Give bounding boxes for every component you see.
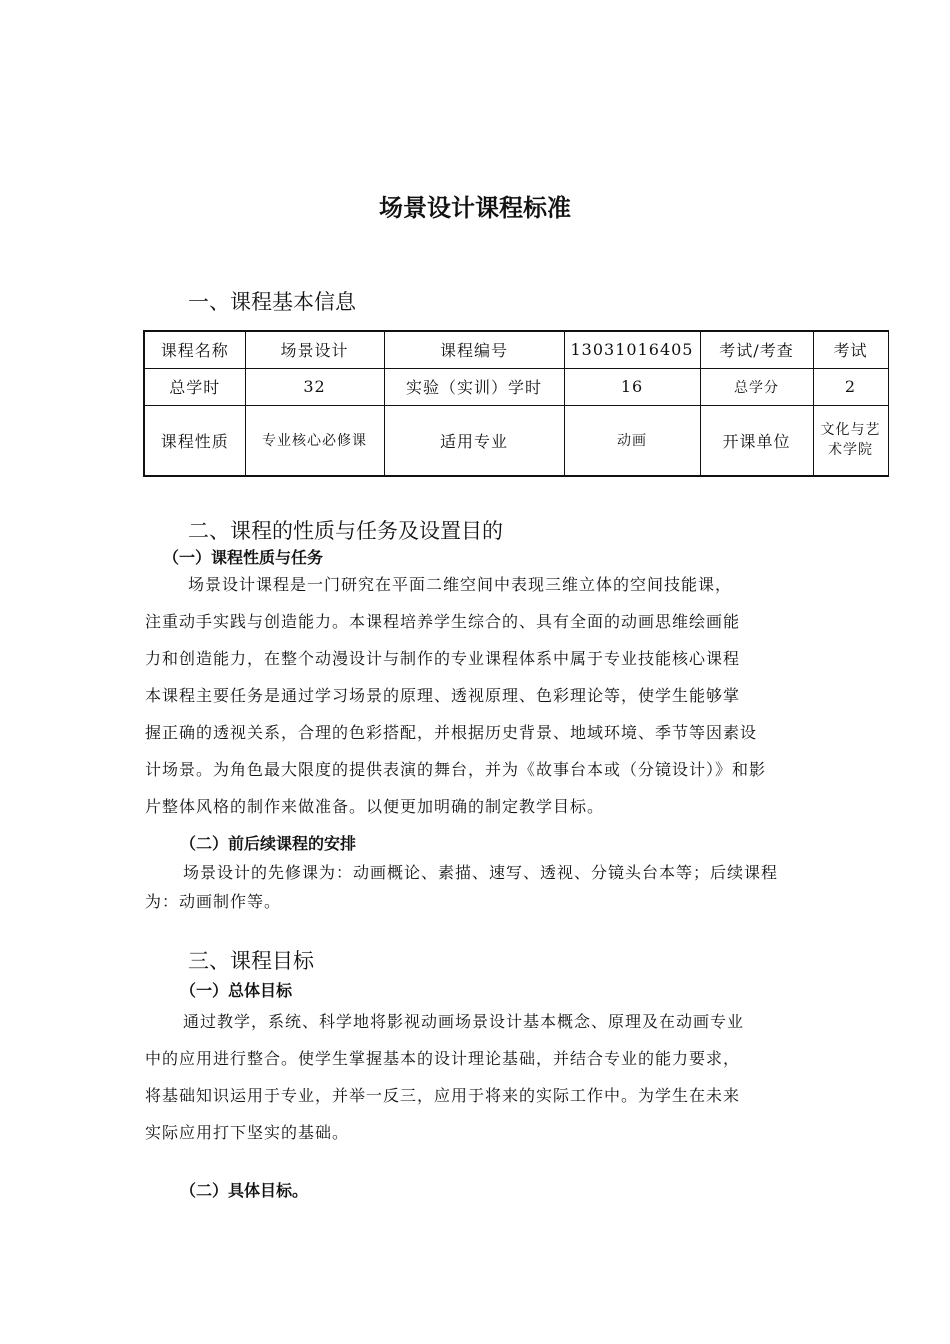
section-3-sub-1-heading: （一）总体目标 bbox=[180, 981, 293, 1000]
paragraph-line: 中的应用进行整合。使学生掌握基本的设计理论基础，并结合专业的能力要求， bbox=[145, 1049, 741, 1068]
section-1-heading: 一、课程基本信息 bbox=[188, 290, 356, 314]
table-cell: 2 bbox=[813, 368, 888, 405]
paragraph-line: 场景设计的先修课为：动画概论、素描、速写、透视、分镜头台本等；后续课程 bbox=[183, 863, 779, 882]
table-cell: 考试/考查 bbox=[700, 331, 813, 368]
table-cell: 考试 bbox=[813, 331, 888, 368]
paragraph-line: 计场景。为角色最大限度的提供表演的舞台，并为《故事台本或（分镜设计）》和影 bbox=[145, 760, 767, 779]
paragraph-line: 握正确的透视关系，合理的色彩搭配，并根据历史背景、地域环境、季节等因素设 bbox=[145, 723, 758, 742]
table-cell: 动画 bbox=[564, 405, 700, 476]
paragraph-line: 注重动手实践与创造能力。本课程培养学生综合的、具有全面的动画思维绘画能 bbox=[145, 612, 741, 631]
section-2-heading: 二、课程的性质与任务及设置目的 bbox=[188, 519, 503, 543]
paragraph-line: 场景设计课程是一门研究在平面二维空间中表现三维立体的空间技能课， bbox=[188, 575, 733, 594]
table-cell: 课程编号 bbox=[384, 331, 564, 368]
paragraph-line: 实际应用打下坚实的基础。 bbox=[145, 1123, 350, 1142]
paragraph-line: 为：动画制作等。 bbox=[145, 892, 282, 911]
paragraph-line: 本课程主要任务是通过学习场景的原理、透视原理、色彩理论等，使学生能够掌 bbox=[145, 686, 741, 705]
table-cell: 16 bbox=[564, 368, 700, 405]
table-cell: 总学时 bbox=[144, 368, 245, 405]
table-cell: 实验（实训）学时 bbox=[384, 368, 564, 405]
table-row bbox=[144, 405, 888, 476]
table-cell: 开课单位 bbox=[700, 405, 813, 476]
paragraph-line: 将基础知识运用于专业，并举一反三，应用于将来的实际工作中。为学生在未来 bbox=[145, 1086, 741, 1105]
table-cell: 适用专业 bbox=[384, 405, 564, 476]
paragraph-line: 力和创造能力，在整个动漫设计与制作的专业课程体系中属于专业技能核心课程 bbox=[145, 649, 741, 668]
table-cell: 课程名称 bbox=[144, 331, 245, 368]
section-3-sub-2-heading: （二）具体目标。 bbox=[180, 1181, 309, 1200]
table-cell: 文化与艺术学院 bbox=[813, 405, 888, 476]
paragraph-line: 片整体风格的制作来做准备。以便更加明确的制定教学目标。 bbox=[145, 797, 605, 816]
table-cell: 课程性质 bbox=[144, 405, 245, 476]
table-cell: 场景设计 bbox=[245, 331, 384, 368]
paragraph-line: 通过教学，系统、科学地将影视动画场景设计基本概念、原理及在动画专业 bbox=[183, 1012, 745, 1031]
table-cell: 32 bbox=[245, 368, 384, 405]
section-3-heading: 三、课程目标 bbox=[188, 949, 314, 973]
table-row bbox=[144, 331, 888, 368]
table-cell: 专业核心必修课 bbox=[245, 405, 384, 476]
document-title: 场景设计课程标准 bbox=[379, 194, 571, 222]
table-cell: 13031016405 bbox=[564, 331, 700, 368]
section-2-sub-1-heading: （一）课程性质与任务 bbox=[163, 548, 324, 567]
course-info-table bbox=[143, 330, 889, 477]
table-cell: 总学分 bbox=[700, 368, 813, 405]
section-2-sub-2-heading: （二）前后续课程的安排 bbox=[180, 834, 357, 853]
table-row bbox=[144, 368, 888, 405]
